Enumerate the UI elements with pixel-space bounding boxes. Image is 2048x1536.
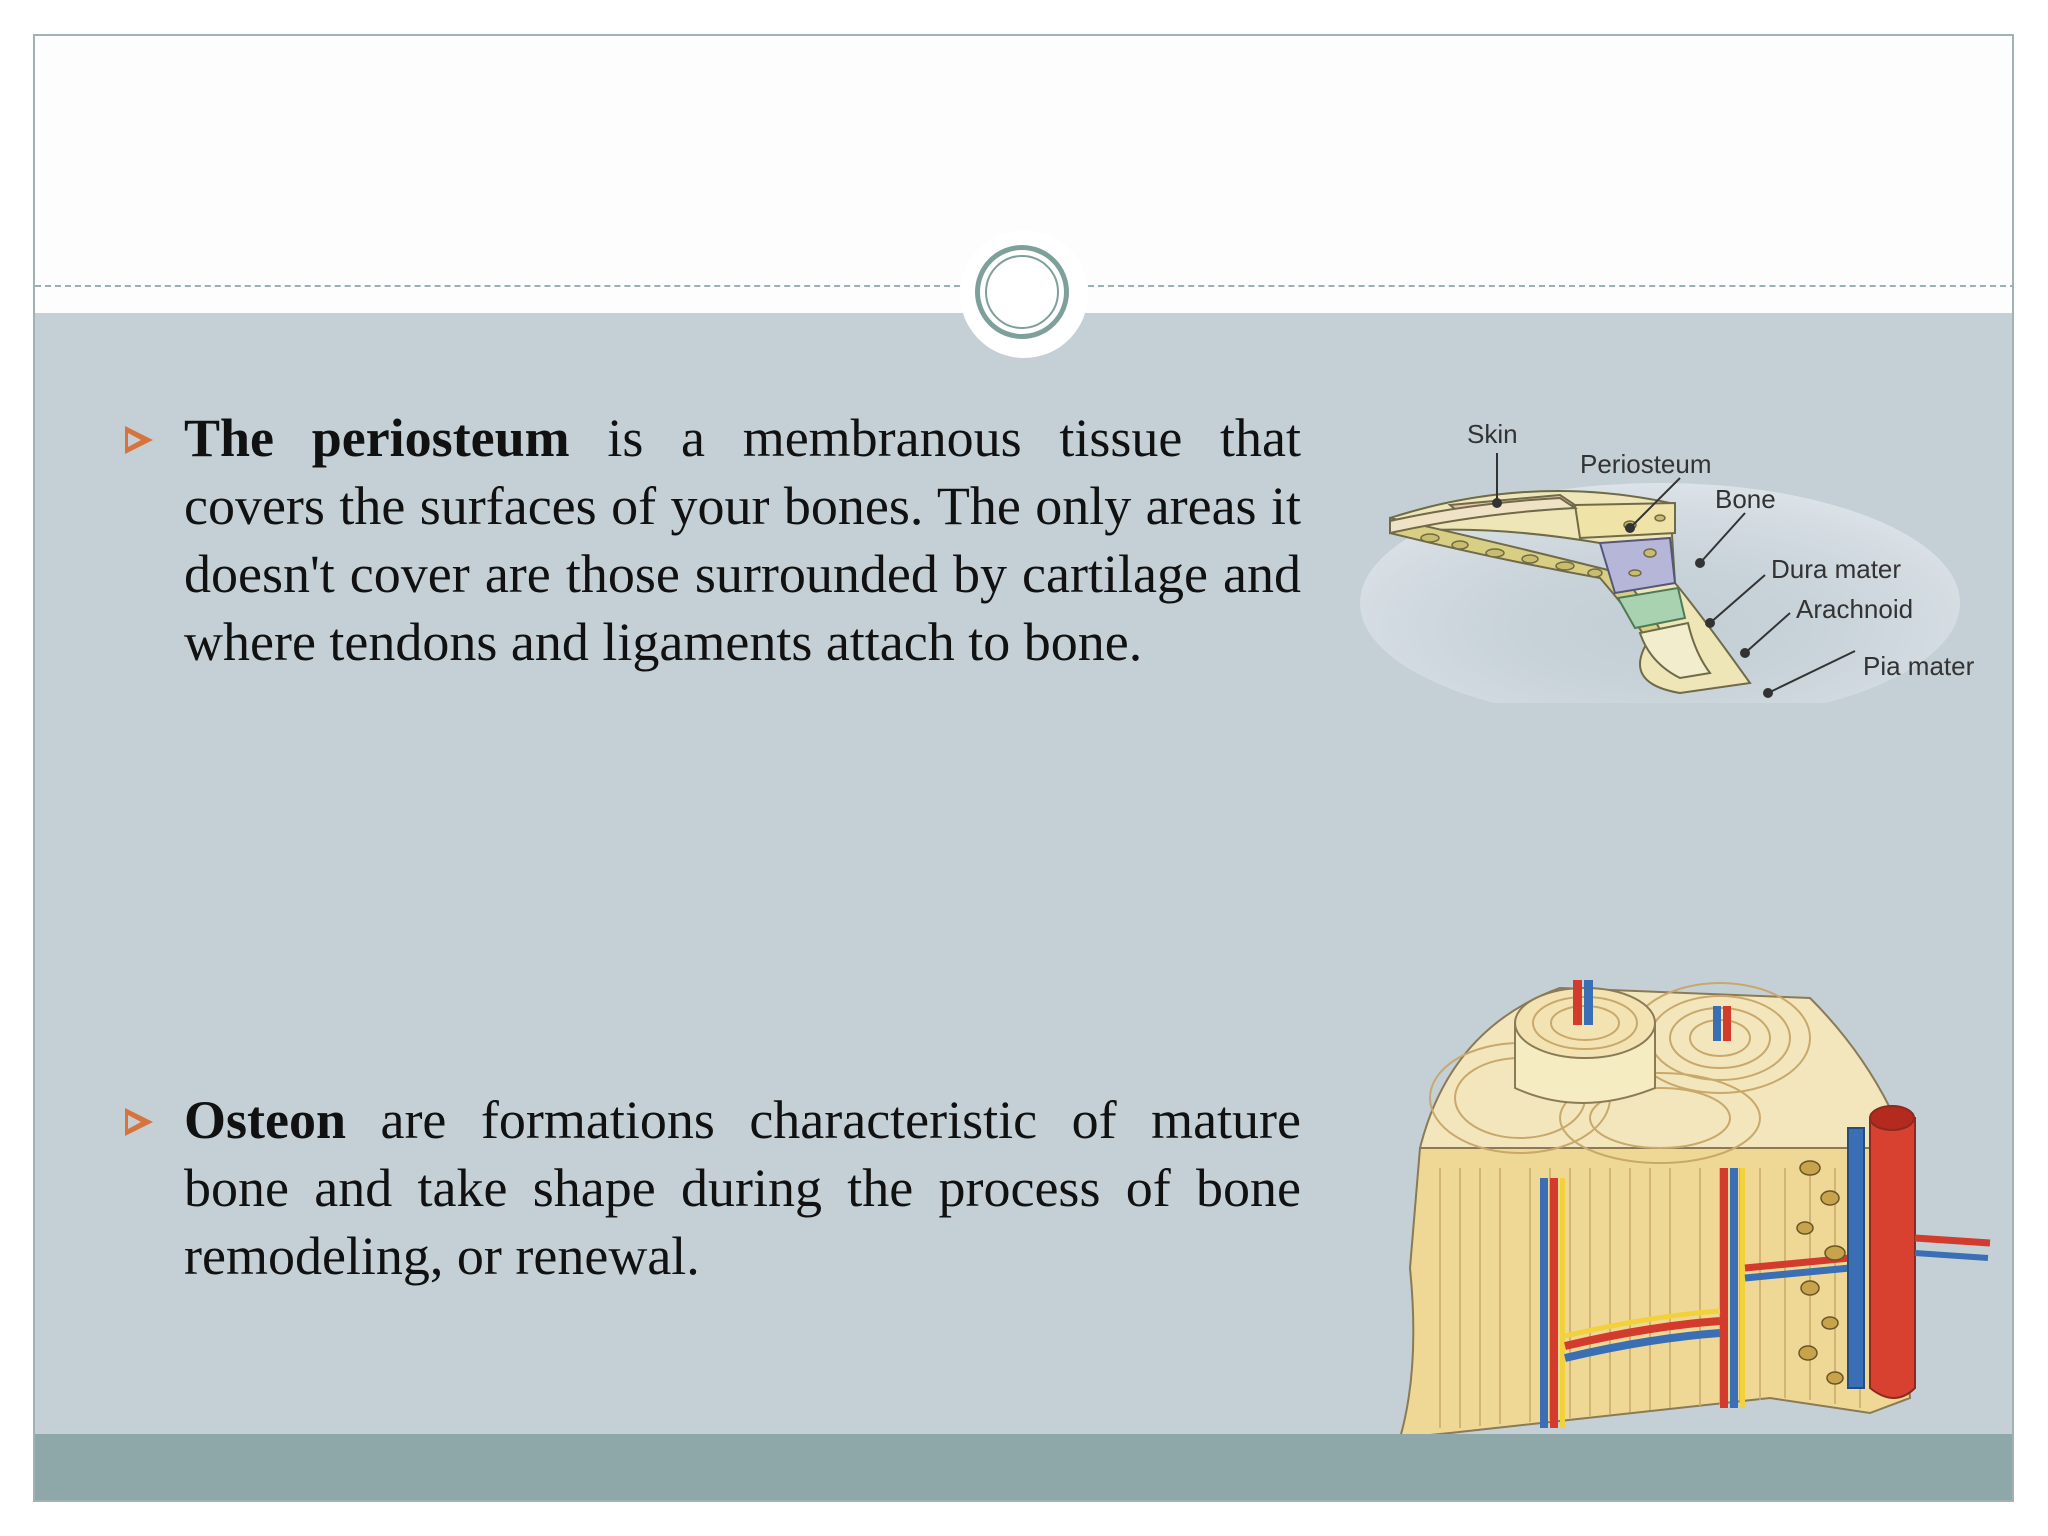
header-divider-right bbox=[1088, 285, 2014, 287]
branch-vein bbox=[1915, 1253, 1988, 1258]
header-divider-left bbox=[35, 285, 960, 287]
large-vein bbox=[1848, 1128, 1864, 1388]
arrow-bullet-icon bbox=[125, 1108, 153, 1136]
large-artery bbox=[1870, 1118, 1915, 1398]
vein-vessel-2 bbox=[1713, 1006, 1721, 1041]
circle-ring-icon bbox=[975, 245, 1069, 339]
slide bbox=[33, 34, 2014, 1502]
slide-content bbox=[35, 313, 2012, 1467]
label-arachnoid: Arachnoid bbox=[1796, 594, 1914, 624]
header-circle-badge bbox=[960, 230, 1088, 358]
label-periosteum: Periosteum bbox=[1580, 449, 1712, 479]
artery-vessel bbox=[1573, 980, 1582, 1025]
bullet-body: are formations characteristic of mature bone and take shape during the process of bone remodeling, or renewal. bbox=[184, 1090, 1301, 1286]
bullet-term: The periosteum bbox=[184, 408, 570, 468]
artery-vessel-2 bbox=[1723, 1006, 1731, 1041]
arrow-bullet-icon bbox=[125, 426, 153, 454]
bullet-periosteum bbox=[91, 404, 1301, 676]
label-pia-mater: Pia mater bbox=[1863, 651, 1975, 681]
osteon-figure bbox=[1390, 968, 2014, 1448]
bullet-body: is a membranous tissue that covers the surfaces of your bones. The only areas it doesn't cover are those surrounded by cartilage and where tendons and ligaments attach to bone. bbox=[184, 408, 1301, 672]
bullet-text bbox=[184, 1086, 1301, 1290]
bullet-osteon bbox=[91, 1086, 1301, 1290]
branch-artery bbox=[1915, 1238, 1990, 1243]
vein-vessel bbox=[1584, 980, 1593, 1025]
label-dura-mater: Dura mater bbox=[1771, 554, 1902, 584]
bullet-text bbox=[184, 404, 1301, 676]
periosteum-layers-figure bbox=[1350, 413, 1990, 703]
label-skin: Skin bbox=[1467, 419, 1518, 449]
large-artery-opening bbox=[1870, 1106, 1914, 1130]
slide-footer-bar bbox=[35, 1434, 2012, 1502]
label-bone: Bone bbox=[1715, 484, 1776, 514]
bullet-term: Osteon bbox=[184, 1090, 346, 1150]
